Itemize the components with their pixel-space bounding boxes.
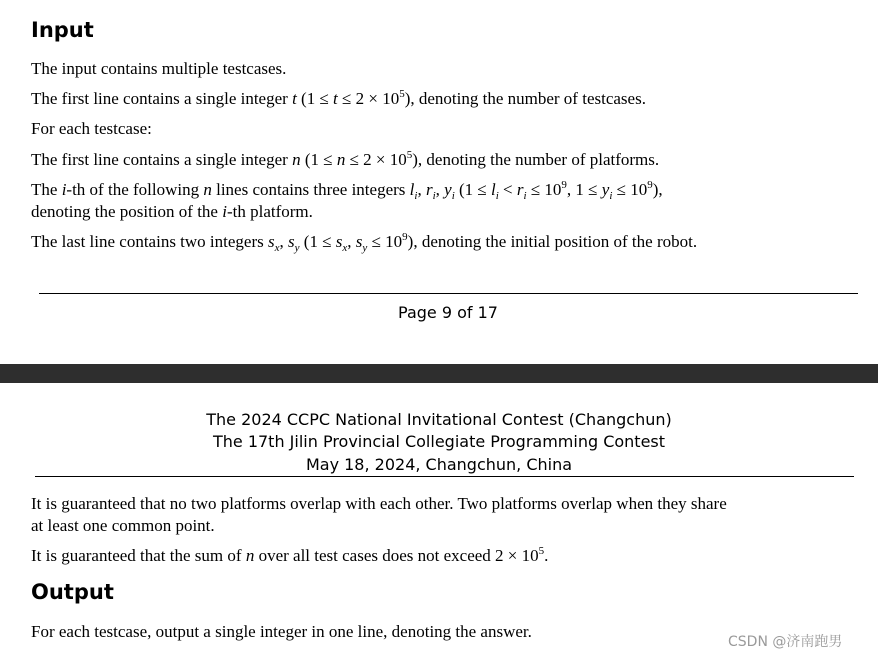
input-paragraph-5-line-2: denoting the position of the i-th platform. (31, 202, 313, 221)
header-contest-date: May 18, 2024, Changchun, China (305, 455, 573, 474)
page-number: Page 9 of 17 (398, 303, 498, 322)
input-paragraph-5-line-1: The i-th of the following n lines contains three integers $l_i$, $r_i$, $y_i$ ($1 \le l_i < r_i \le 10^9$, $1 \le y_i \le 10^9$), (31, 179, 663, 202)
input-paragraph-6: The last line contains two integers $s_x$, $s_y$ ($1 \le s_x$, $s_y \le 10^9$), denoting the initial position of the robot. (31, 231, 698, 254)
input-paragraph-2: The first line contains a single integer t $(1 \le t \le 2 \times 10^5)$, denoting the number of testcases. (31, 88, 646, 108)
sum-guarantee-paragraph: It is guaranteed that the sum of n over all test cases does not exceed $2 \times 10^5$. (31, 545, 549, 565)
header-rule (35, 476, 854, 477)
input-paragraph-4: The first line contains a single integer n $(1 \le n \le 2 \times 10^5)$, denoting the number of platforms. (31, 149, 660, 169)
page-separator (0, 364, 878, 383)
input-heading: Input (31, 18, 94, 42)
csdn-watermark: CSDN @济南跑男 (728, 634, 843, 650)
output-heading: Output (31, 580, 114, 604)
header-contest-subtitle: The 17th Jilin Provincial Collegiate Programming Contest (212, 432, 666, 451)
guarantee-paragraph-line-2: at least one common point. (31, 516, 215, 535)
input-paragraph-3: For each testcase: (31, 119, 152, 138)
header-contest-title: The 2024 CCPC National Invitational Contest (Changchun) (206, 410, 672, 429)
footer-rule (39, 293, 858, 294)
output-paragraph: For each testcase, output a single integer in one line, denoting the answer. (31, 622, 532, 641)
guarantee-paragraph-line-1: It is guaranteed that no two platforms overlap with each other. Two platforms overlap when they share (31, 494, 727, 513)
input-paragraph-1: The input contains multiple testcases. (31, 59, 287, 78)
